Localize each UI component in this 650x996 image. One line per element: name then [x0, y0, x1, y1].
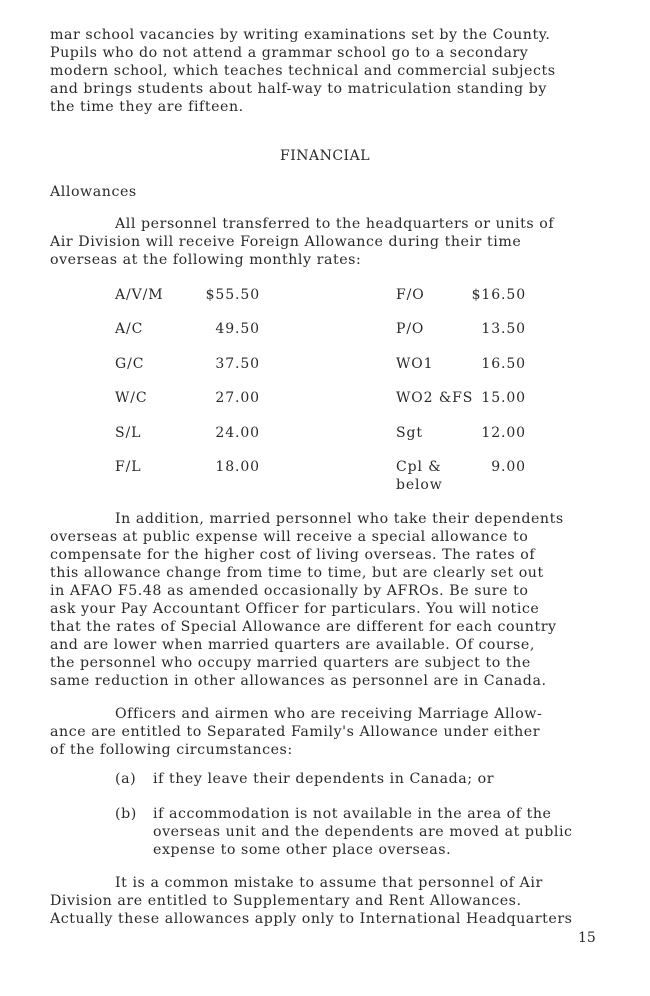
- text-line: the time they are fifteen.: [50, 99, 244, 115]
- text-line: the personnel who occupy married quarters are subject to the: [50, 655, 531, 671]
- list-marker: (a): [115, 771, 137, 787]
- rate-value: 37.50: [215, 356, 260, 372]
- text-line: Division are entitled to Supplementary and Rent Allowances.: [50, 893, 522, 909]
- text-line: overseas at public expense will receive a special allowance to: [50, 529, 529, 545]
- rate-value: 12.00: [481, 425, 526, 441]
- rank-label: F/L: [115, 459, 142, 475]
- list-item-line: if accommodation is not available in the area of the: [153, 806, 552, 822]
- text-line: this allowance change from time to time, but are clearly set out: [50, 565, 544, 581]
- text-line: same reduction in other allowances as personnel are in Canada.: [50, 673, 547, 689]
- rate-value: 16.50: [481, 356, 526, 372]
- rank-label: P/O: [396, 321, 425, 337]
- list-item-line: if they leave their dependents in Canada; or: [153, 771, 495, 787]
- text-line: overseas at the following monthly rates:: [50, 252, 362, 268]
- text-line: Pupils who do not attend a grammar school go to a secondary: [50, 45, 529, 61]
- rank-label-continued: below: [396, 477, 443, 493]
- text-line: ance are entitled to Separated Family's Allowance under either: [50, 724, 541, 740]
- rank-label: Sgt: [396, 425, 423, 441]
- rate-value: 13.50: [481, 321, 526, 337]
- rate-value: 15.00: [481, 390, 526, 406]
- rank-label: G/C: [115, 356, 145, 372]
- rank-label: A/C: [115, 321, 144, 337]
- rate-value: 9.00: [491, 459, 526, 475]
- list-item-line: expense to some other place overseas.: [153, 842, 452, 858]
- list-marker: (b): [115, 806, 137, 822]
- text-line: Officers and airmen who are receiving Marriage Allow-: [115, 706, 543, 722]
- text-line: It is a common mistake to assume that personnel of Air: [115, 875, 543, 891]
- rate-value: 49.50: [215, 321, 260, 337]
- section-heading: FINANCIAL: [279, 148, 370, 164]
- text-line: All personnel transferred to the headquarters or units of: [115, 216, 555, 232]
- text-line: ask your Pay Accountant Officer for particulars. You will notice: [50, 601, 540, 617]
- text-line: of the following circumstances:: [50, 742, 293, 758]
- rate-value: $55.50: [205, 287, 260, 303]
- text-line: Actually these allowances apply only to International Headquarters: [50, 911, 573, 927]
- rank-label: W/C: [115, 390, 148, 406]
- text-line: and brings students about half-way to matriculation standing by: [50, 81, 547, 97]
- rate-value: 24.00: [215, 425, 260, 441]
- text-line: Air Division will receive Foreign Allowance during their time: [50, 234, 522, 250]
- rank-label: A/V/M: [115, 287, 164, 303]
- subheading: Allowances: [50, 184, 137, 200]
- rate-value: 18.00: [215, 459, 260, 475]
- text-line: in AFAO F5.48 as amended occasionally by AFROs. Be sure to: [50, 583, 529, 599]
- text-line: that the rates of Special Allowance are different for each country: [50, 619, 557, 635]
- rate-value: $16.50: [471, 287, 526, 303]
- rank-label: WO1: [396, 356, 434, 372]
- text-line: and are lower when married quarters are available. Of course,: [50, 637, 535, 653]
- rank-label: WO2 &FS: [396, 390, 474, 406]
- list-item-line: overseas unit and the dependents are moved at public: [153, 824, 573, 840]
- text-line: modern school, which teaches technical and commercial subjects: [50, 63, 556, 79]
- text-line: mar school vacancies by writing examinations set by the County.: [50, 27, 551, 43]
- page-number: 15: [578, 930, 596, 946]
- rank-label: Cpl &: [396, 459, 442, 475]
- text-line: In addition, married personnel who take their dependents: [115, 511, 564, 527]
- rank-label: S/L: [115, 425, 142, 441]
- text-line: compensate for the higher cost of living overseas. The rates of: [50, 547, 536, 563]
- rank-label: F/O: [396, 287, 425, 303]
- rate-value: 27.00: [215, 390, 260, 406]
